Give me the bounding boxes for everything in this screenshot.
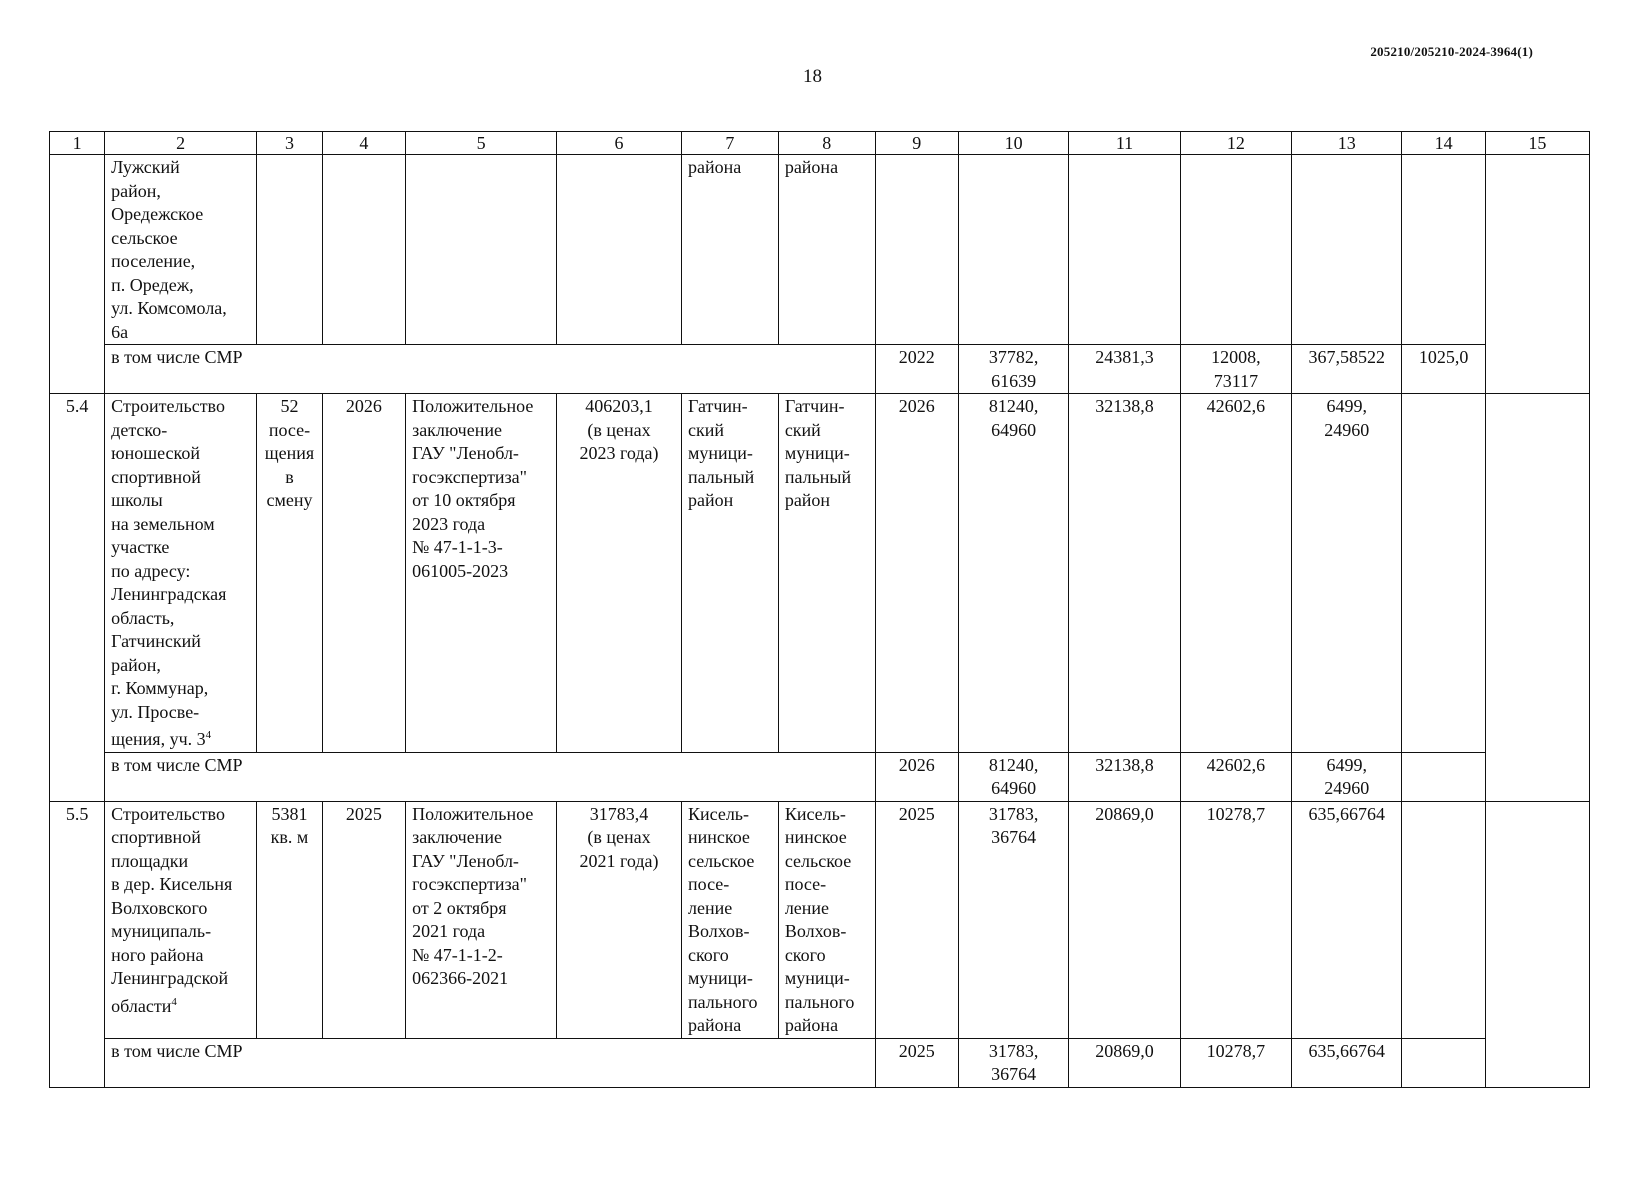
column-number: 9 [875, 132, 958, 155]
table-row [50, 155, 1590, 345]
value-cell: 367,58522 [1292, 345, 1402, 394]
value-cell: 6499, 24960 [1292, 752, 1402, 801]
capacity-cell: 52 посе- щения в смену [257, 394, 323, 753]
column-number: 4 [322, 132, 405, 155]
object-name-cell [105, 394, 257, 753]
value-cell: 6499, 24960 [1292, 394, 1402, 753]
year-cell: 2026 [875, 394, 958, 753]
total-cell: 81240, 64960 [958, 394, 1068, 753]
object-name: Строительство спортивной площадки в дер. Кисельня Волховского муниципаль- ного района Ленинградской области [111, 803, 233, 1016]
total-cell: 81240, 64960 [958, 752, 1068, 801]
customer-cell: района [681, 155, 778, 345]
column-number: 11 [1069, 132, 1180, 155]
value-cell: 24381,3 [1069, 345, 1180, 394]
developer-cell: Кисель- нинское сельское посе- ление Волхов- ского муници- пального района [778, 801, 875, 1038]
objects-table [49, 131, 1590, 1088]
value-cell: 42602,6 [1180, 752, 1291, 801]
total-cell: 37782, 61639 [958, 345, 1068, 394]
smr-label: в том числе СМР [105, 752, 875, 801]
smr-label: в том числе СМР [105, 1038, 875, 1087]
column-number: 14 [1402, 132, 1485, 155]
developer-cell: Гатчин- ский муници- пальный район [778, 394, 875, 753]
smr-label: в том числе СМР [105, 345, 875, 394]
object-name-cell [105, 801, 257, 1038]
value-cell [1402, 752, 1485, 801]
column-number-row [50, 132, 1590, 155]
value-cell [1402, 1038, 1485, 1087]
year-cell: 2025 [875, 1038, 958, 1087]
value-cell: 32138,8 [1069, 752, 1180, 801]
smr-row [50, 1038, 1590, 1087]
column-number: 6 [557, 132, 682, 155]
value-cell: 635,66764 [1292, 801, 1402, 1038]
expertise-cell [406, 155, 557, 345]
cost-cell: 31783,4 (в ценах 2021 года) [557, 801, 682, 1038]
table-row [50, 801, 1590, 1038]
footnote-mark: 4 [171, 995, 177, 1008]
expertise-cell: Положительное заключение ГАУ "Ленобл- госэкспертиза" от 2 октября 2021 года № 47-1-1-2- 062366-2021 [406, 801, 557, 1038]
year-cell: 2026 [875, 752, 958, 801]
year-cell: 2022 [875, 345, 958, 394]
value-cell: 42602,6 [1180, 394, 1291, 753]
total-cell: 31783, 36764 [958, 1038, 1068, 1087]
value-cell: 20869,0 [1069, 1038, 1180, 1087]
value-cell: 20869,0 [1069, 801, 1180, 1038]
column-number: 1 [50, 132, 105, 155]
value-cell: 635,66764 [1292, 1038, 1402, 1087]
year-cell [322, 155, 405, 345]
column-number: 3 [257, 132, 323, 155]
row-number-cell [50, 155, 105, 394]
developer-cell: района [778, 155, 875, 345]
value-cell [1402, 394, 1485, 753]
customer-cell: Гатчин- ский муници- пальный район [681, 394, 778, 753]
object-name-cell: Лужский район, Оредежское сельское поселение, п. Оредеж, ул. Комсомола, 6а [105, 155, 257, 345]
row-number-cell: 5.5 [50, 801, 105, 1087]
year-cell [875, 155, 958, 345]
cost-cell [557, 155, 682, 345]
value-cell: 1025,0 [1402, 345, 1485, 394]
column-number: 13 [1292, 132, 1402, 155]
value-cell [1180, 155, 1291, 345]
capacity-cell [257, 155, 323, 345]
value-cell [1402, 155, 1485, 345]
column-number: 15 [1485, 132, 1589, 155]
document-id: 205210/205210-2024-3964(1) [1370, 44, 1533, 59]
capacity-cell: 5381 кв. м [257, 801, 323, 1038]
year-cell: 2025 [875, 801, 958, 1038]
column-number: 12 [1180, 132, 1291, 155]
footnote-mark: 4 [205, 729, 212, 741]
row-number-cell: 5.4 [50, 394, 105, 802]
value-cell: 10278,7 [1180, 1038, 1291, 1087]
customer-cell: Кисель- нинское сельское посе- ление Волхов- ского муници- пального района [681, 801, 778, 1038]
page-number: 18 [803, 66, 822, 87]
object-name: Строительство детско- юношеской спортивной школы на земельном участке по адресу: Ленинградская область, Гатчинский район, г. Коммунар, ул. Просве- щения, уч. 3 [111, 396, 227, 749]
year-cell: 2025 [322, 801, 405, 1038]
column-number: 2 [105, 132, 257, 155]
value-cell: 32138,8 [1069, 394, 1180, 753]
note-cell [1485, 155, 1589, 394]
note-cell [1485, 801, 1589, 1087]
value-cell [1292, 155, 1402, 345]
smr-row [50, 752, 1590, 801]
column-number: 5 [406, 132, 557, 155]
cost-cell: 406203,1 (в ценах 2023 года) [557, 394, 682, 753]
total-cell [958, 155, 1068, 345]
value-cell: 10278,7 [1180, 801, 1291, 1038]
value-cell [1069, 155, 1180, 345]
note-cell [1485, 394, 1589, 802]
value-cell: 12008, 73117 [1180, 345, 1291, 394]
column-number: 8 [778, 132, 875, 155]
value-cell [1402, 801, 1485, 1038]
expertise-cell: Положительное заключение ГАУ "Ленобл- госэкспертиза" от 10 октября 2023 года № 47-1-1-3- 061005-2023 [406, 394, 557, 753]
smr-row [50, 345, 1590, 394]
column-number: 10 [958, 132, 1068, 155]
total-cell: 31783, 36764 [958, 801, 1068, 1038]
table-row [50, 394, 1590, 753]
year-cell: 2026 [322, 394, 405, 753]
column-number: 7 [681, 132, 778, 155]
